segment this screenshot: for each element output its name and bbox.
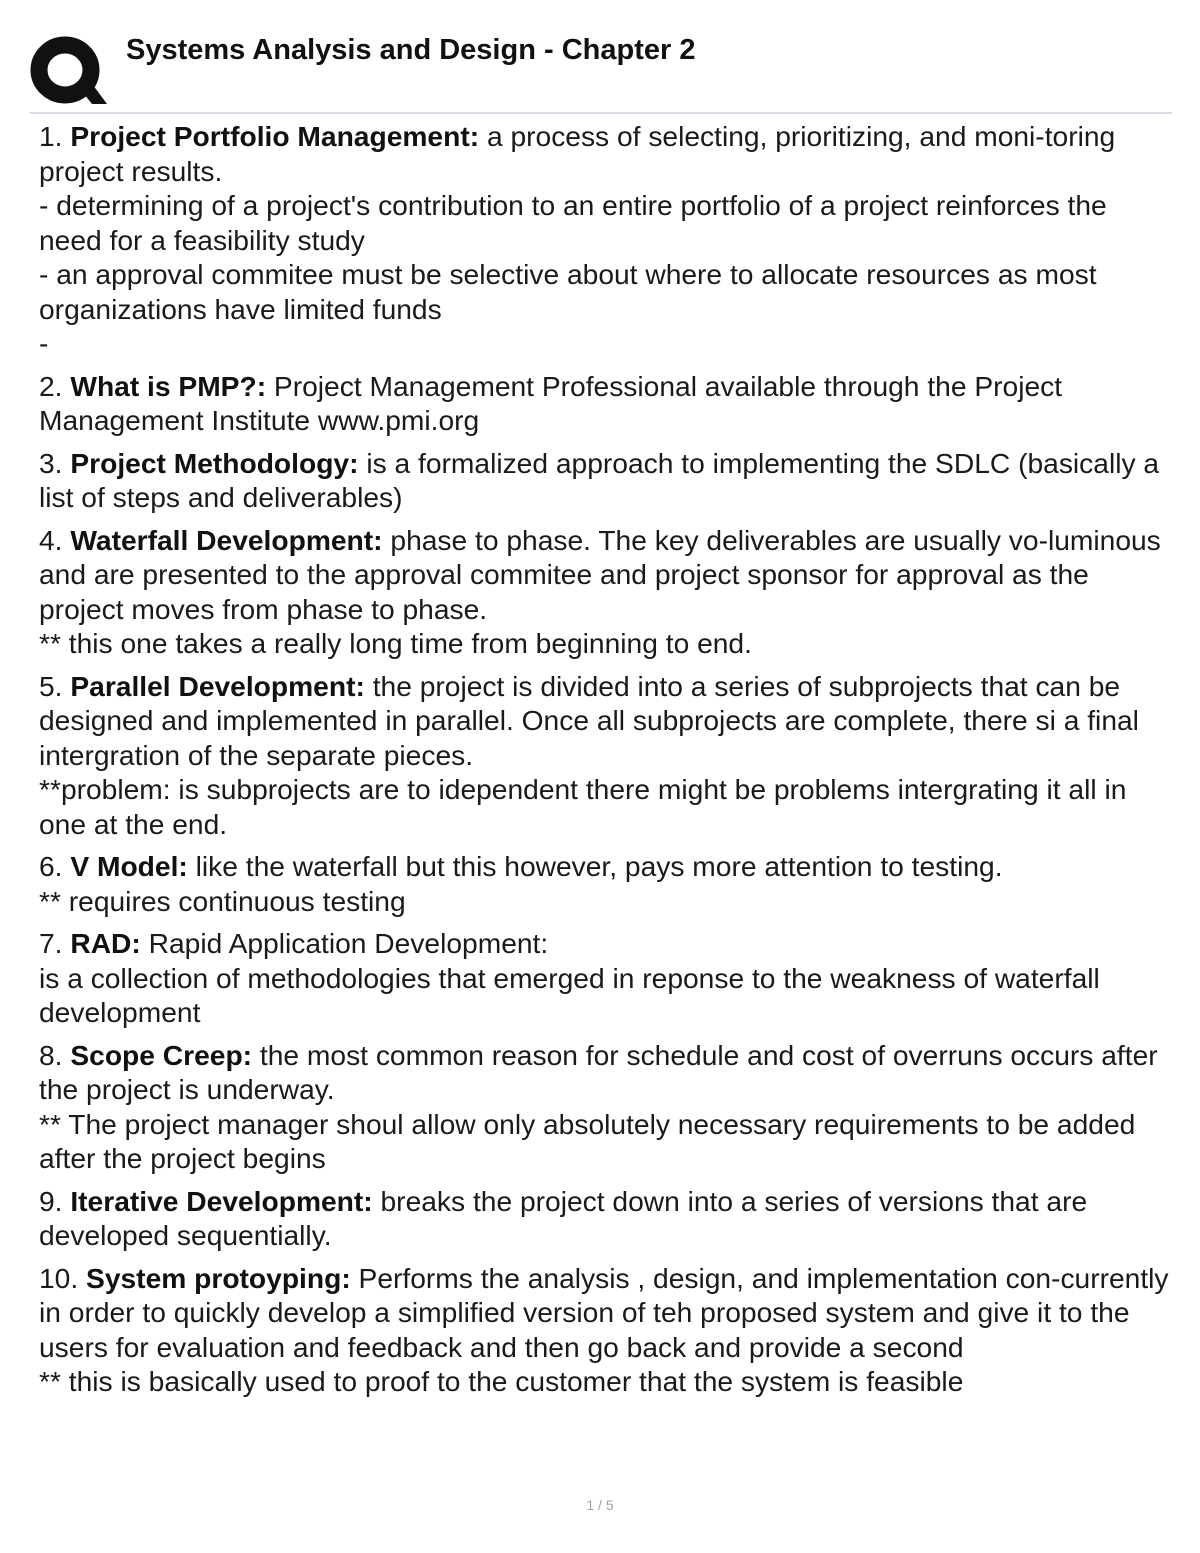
card-note: ** this one takes a really long time from beginning to end. [39, 627, 752, 659]
card-definition-line [39, 1261, 1169, 1365]
card-definition: the project is divided into a series of subprojects that can be designed and implemented in parallel. Once all subprojects are complete, there si a final intergration of the separate pieces. [39, 669, 1139, 771]
page-header [30, 28, 1172, 114]
card-number: 4. [39, 523, 71, 556]
flashcard [39, 446, 1169, 515]
card-note: ** requires continuous testing [39, 884, 406, 917]
flashcard [39, 1184, 1169, 1253]
card-definition: phase to phase. The key deliverables are usually vo-luminous and are presented to the approval commitee and project sponsor for approval as the project moves from phase to phase. [39, 523, 1161, 625]
card-definition: Rapid Application Development: [140, 927, 549, 959]
flashcard [39, 1261, 1169, 1399]
quizlet-logo-icon [30, 34, 108, 106]
card-definition-line [39, 669, 1169, 773]
card-definition-line [39, 523, 1169, 627]
card-number: 9. [39, 1184, 71, 1217]
card-term: V Model: [70, 850, 188, 882]
card-definition: breaks the project down into a series of versions that are developed sequentially. [39, 1184, 1088, 1251]
card-definition-line [39, 369, 1169, 438]
card-definition-line [39, 926, 1169, 961]
card-number: 2. [39, 369, 71, 402]
card-number: 5. [39, 669, 71, 702]
card-term: Project Methodology: [70, 446, 359, 479]
card-term: What is PMP?: [70, 369, 267, 402]
card-term: RAD: [70, 927, 141, 959]
card-note: ** this is basically used to proof to the customer that the system is feasible [39, 1365, 964, 1397]
card-definition-line [39, 446, 1169, 515]
card-term: Project Portfolio Management: [70, 120, 480, 152]
card-definition: a process of selecting, prioritizing, and moni-toring project results. [39, 120, 1116, 187]
card-note: **problem: is subprojects are to idependent there might be problems intergrating it all in one at the end. [39, 773, 1127, 840]
flashcard [39, 849, 1169, 918]
flashcard [39, 523, 1169, 661]
card-number: 8. [39, 1038, 71, 1071]
card-note: - an approval commitee must be selective about where to allocate resources as most organizations have limited funds [39, 258, 1097, 325]
card-term: Parallel Development: [70, 669, 365, 702]
card-definition: Project Management Professional available through the Project Management Institute www.pmi.org [39, 369, 1063, 436]
card-term: Iterative Development: [70, 1184, 373, 1217]
card-term: System protoyping: [86, 1261, 351, 1294]
flashcard [39, 669, 1169, 842]
card-number: 3. [39, 446, 71, 479]
flashcard [39, 369, 1169, 438]
card-definition: like the waterfall but this however, pays more attention to testing. [187, 850, 1003, 882]
card-definition-line [39, 1184, 1169, 1253]
flashcard [39, 1038, 1169, 1176]
card-definition: the most common reason for schedule and cost of overruns occurs after the project is underway. [39, 1038, 1158, 1105]
card-number: 6. [39, 850, 71, 882]
card-note: is a collection of methodologies that emerged in reponse to the weakness of waterfall development [39, 961, 1100, 1028]
card-number: 7. [39, 927, 71, 959]
card-note: ** The project manager shoul allow only absolutely necessary requirements to be added after the project begins [39, 1107, 1136, 1174]
card-term: Scope Creep: [70, 1038, 253, 1071]
flashcard [39, 119, 1169, 361]
card-definition-line [39, 1038, 1169, 1107]
flashcard [39, 926, 1169, 1030]
page-number: 1 / 5 [586, 1497, 614, 1513]
card-number: 1. [39, 120, 71, 152]
card-definition-line [39, 849, 1169, 884]
card-term: Waterfall Development: [70, 523, 383, 556]
card-note: - determining of a project's contribution to an entire portfolio of a project reinforces the need for a feasibility study [39, 189, 1107, 256]
card-note: - [39, 327, 49, 359]
card-definition: is a formalized approach to implementing the SDLC (basically a list of steps and deliverables) [39, 446, 1160, 513]
card-definition-line [39, 119, 1169, 188]
card-number: 10. [39, 1261, 87, 1294]
flashcard-list [39, 119, 1169, 1407]
card-definition: Performs the analysis , design, and implementation con-currently in order to quickly develop a simplified version of teh proposed system and give it to the users for evaluation and feedback and then go back and provide a second [39, 1261, 1169, 1363]
document-title: Systems Analysis and Design - Chapter 2 [126, 34, 696, 66]
